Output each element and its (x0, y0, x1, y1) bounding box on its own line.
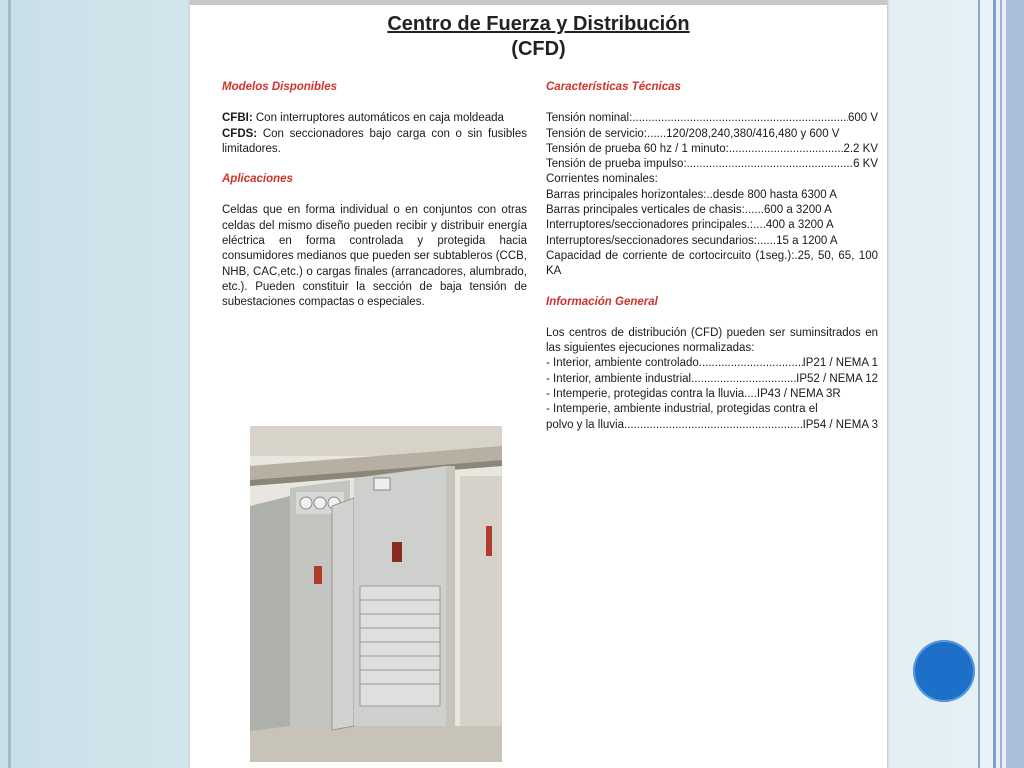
current-row: Barras principales horizontales:..desde 800 hasta 6300 A (546, 188, 837, 201)
frame-band (1006, 0, 1024, 768)
cfds-label: CFDS: (222, 127, 258, 140)
models-heading: Modelos Disponibles (222, 81, 338, 93)
frame-line (978, 0, 980, 768)
cfbi-paragraph (222, 111, 527, 126)
document-sheet (190, 0, 888, 768)
frame-line (993, 0, 996, 768)
currents-label: Corrientes nominales: (546, 173, 658, 186)
current-row: Barras principales verticales de chasis:......600 a 3200 A (546, 204, 832, 217)
title-line-2: (CFD) (511, 38, 566, 60)
cfds-text: Con seccionadores bajo carga con o sin fusibles limitadores. (222, 127, 527, 155)
execution-last-line1: - Intemperie, ambiente industrial, protegidas contra el (546, 403, 818, 416)
short-circuit-text: Capacidad de corriente de cortocircuito (1seg.):.25, 50, 65, 100 KA (546, 249, 878, 278)
cfbi-label: CFBI: (222, 112, 253, 125)
tech-heading: Características Técnicas (546, 81, 681, 93)
execution-row: polvo y la lluvia ..... IP54 / NEMA 3 (546, 418, 878, 433)
apps-heading: Aplicaciones (222, 173, 293, 186)
info-paragraph: Los centros de distribución (CFD) pueden ser suminsitrados en las siguientes ejecuciones normalizadas: (546, 326, 878, 355)
spec-row: Tensión de servicio:......120/208,240,380/416,480 y 600 V (546, 127, 840, 140)
current-row: Interruptores/seccionadores secundarios:......15 a 1200 A (546, 234, 838, 247)
spec-row: Tensión de prueba 60 hz / 1 minuto: ..... 2.2 KV (546, 142, 878, 157)
title-line-1: Centro de Fuerza y Distribución (387, 13, 690, 35)
spec-row: Tensión nominal: ..... 600 V (546, 111, 878, 126)
left-column (222, 80, 527, 311)
current-row: Interruptores/seccionadores principales.:....400 a 3200 A (546, 219, 834, 232)
cfds-paragraph (222, 127, 527, 158)
sheet-top-strip (190, 0, 887, 5)
slide-left-rule (8, 0, 11, 768)
frame-line (1000, 0, 1002, 768)
switchgear-photo (250, 426, 502, 762)
execution-row: - Interior, ambiente industrial ..... IP52 / NEMA 12 (546, 372, 878, 387)
execution-row: - Intemperie, protegidas contra la lluvia....IP43 / NEMA 3R (546, 388, 841, 401)
cfbi-text: Con interruptores automáticos en caja moldeada (252, 112, 504, 125)
right-column (546, 80, 878, 433)
page-title (190, 12, 887, 62)
spec-row: Tensión de prueba impulso: ..... 6 KV (546, 157, 878, 172)
execution-row: - Interior, ambiente controlado ..... IP21 / NEMA 1 (546, 356, 878, 371)
info-heading: Información General (546, 295, 658, 308)
apps-paragraph: Celdas que en forma individual o en conjuntos con otras celdas del mismo diseño pueden recibir y distribuir energía eléctrica en forma controlada y protegida hacia consumidores medianos que pueden ser subtableros (CCB, NHB, CAC,etc.) o cargas finales (arrancadores, alumbrado, etc.). Pueden constituir la sección de baja tensión de subestaciones compactas o especiales. (222, 204, 527, 309)
decorative-circle (913, 640, 975, 702)
